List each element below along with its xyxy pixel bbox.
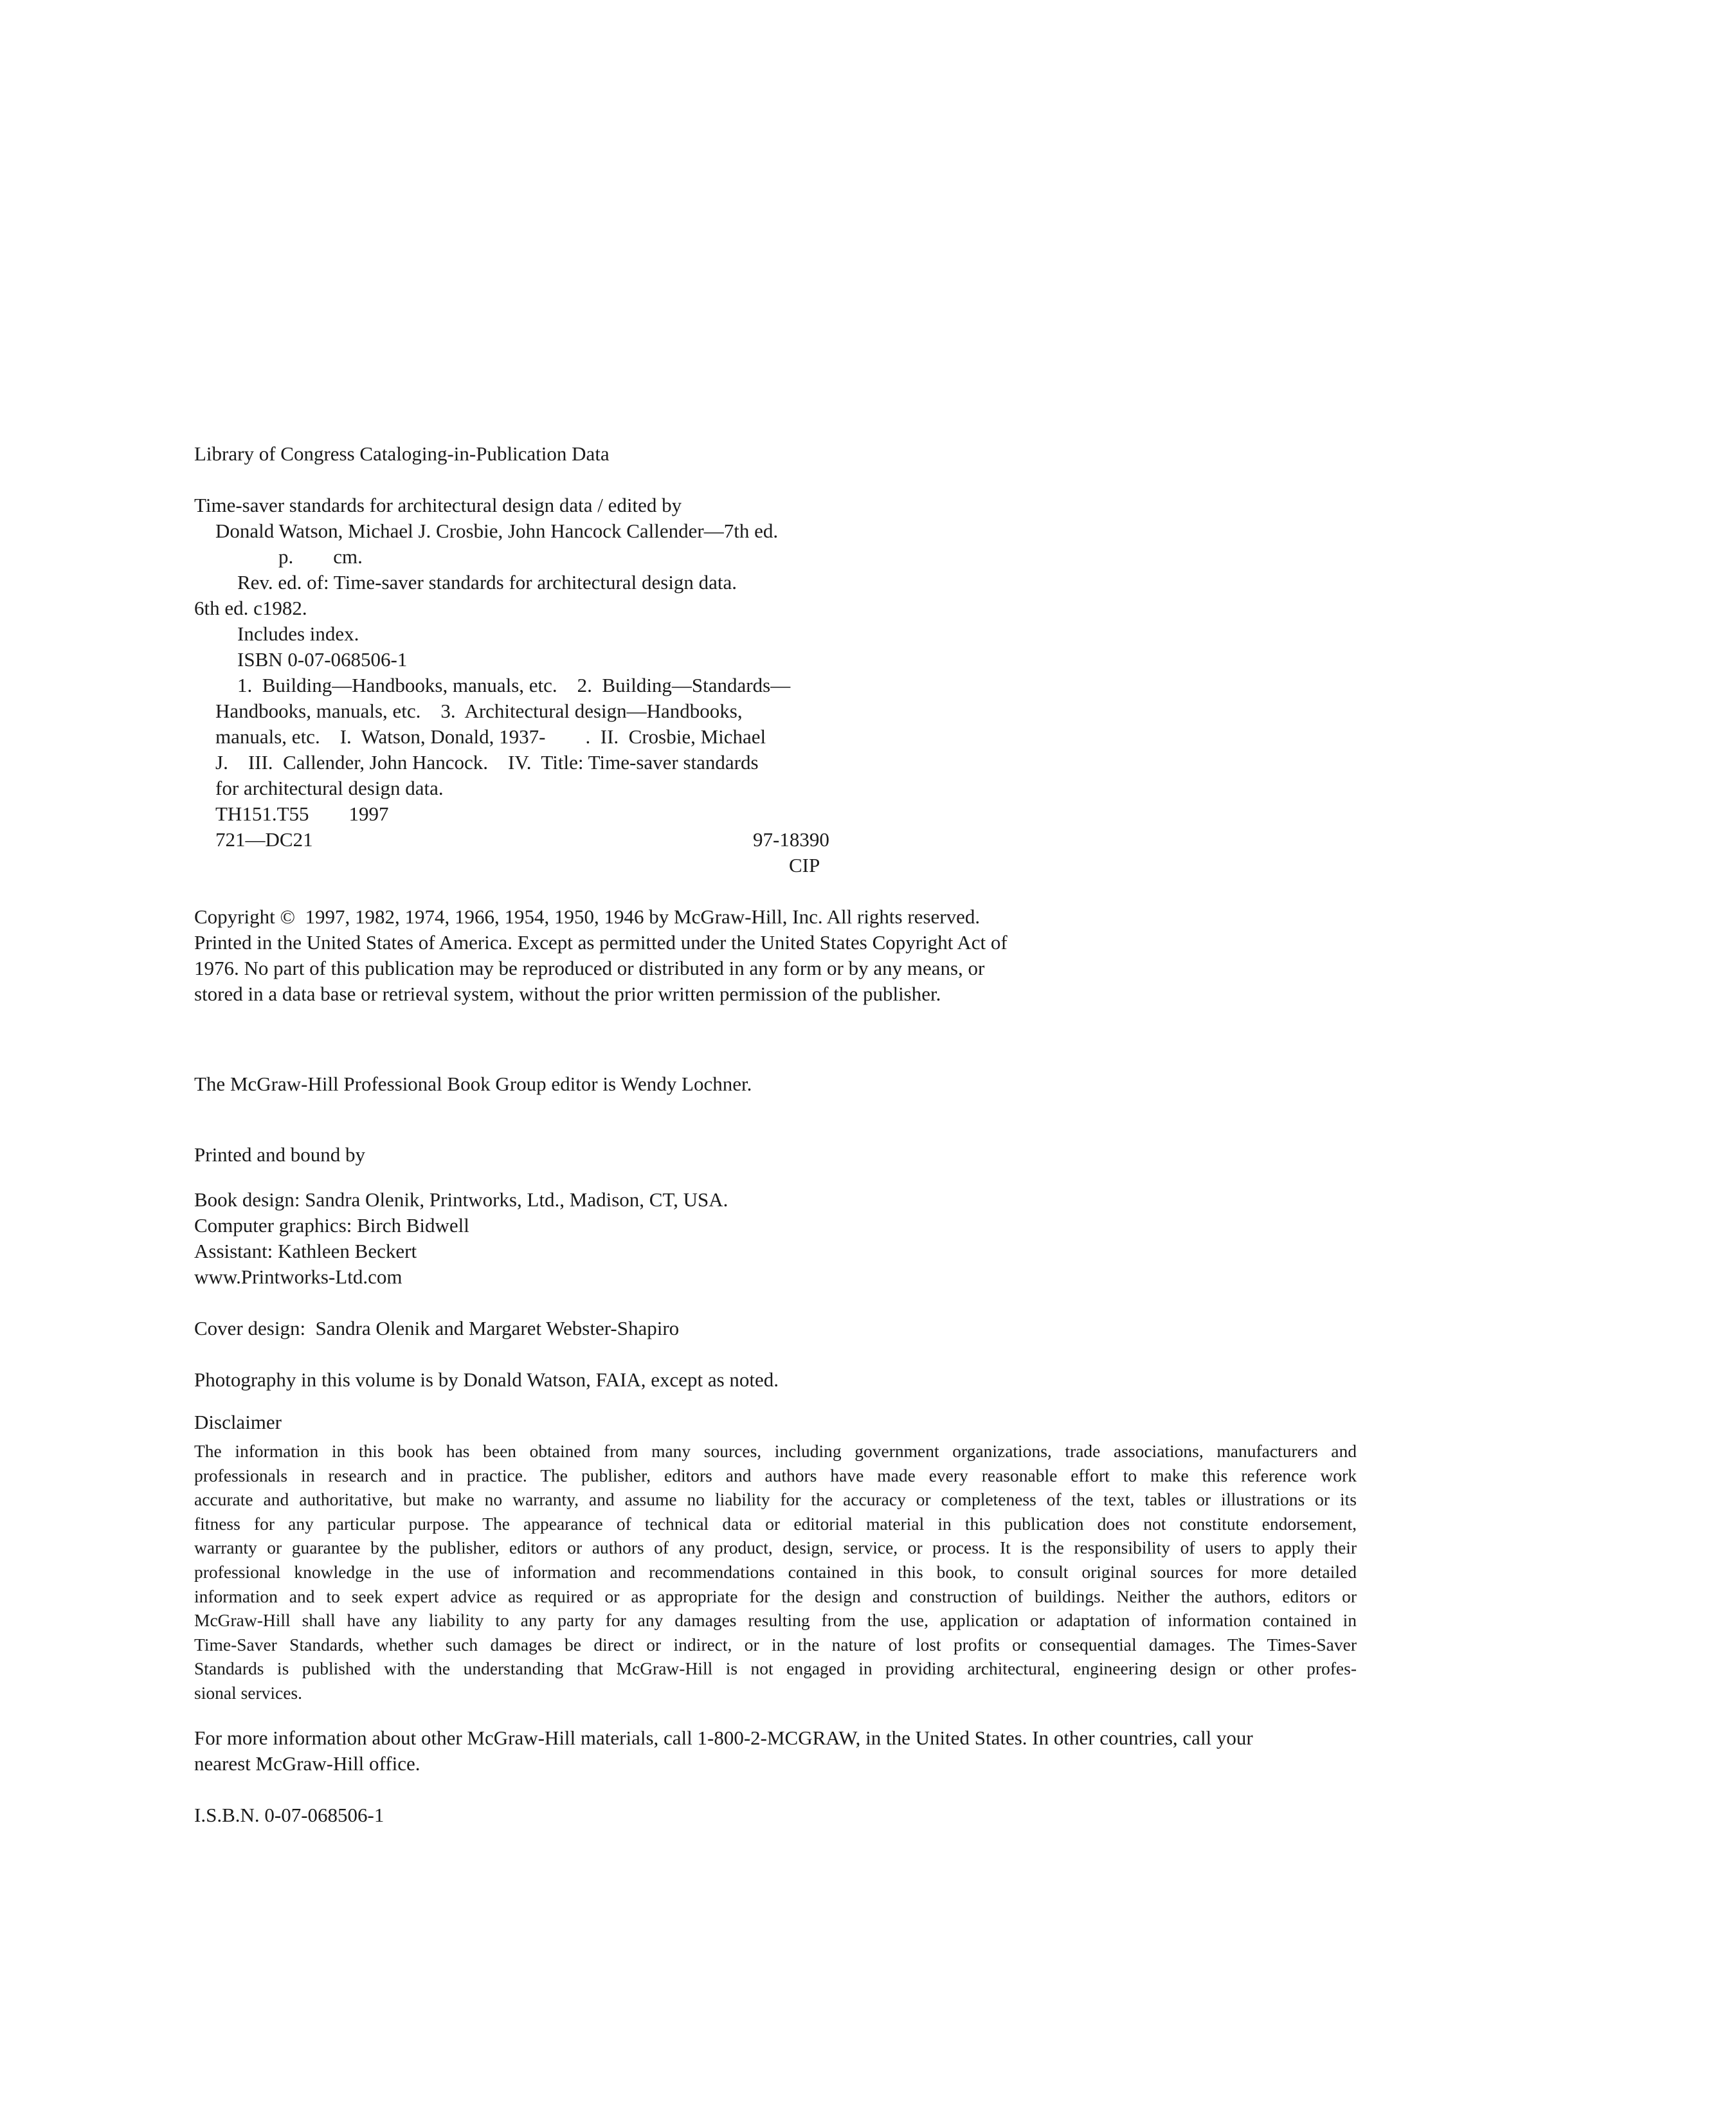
- cip-line: Donald Watson, Michael J. Crosbie, John Hancock Callender—7th ed.: [215, 520, 779, 542]
- cip-line: Includes index.: [237, 622, 359, 645]
- copyright-line: Printed in the United States of America. Except as permitted under the United States Copyright Act of: [194, 931, 1008, 954]
- credits-line: Computer graphics: Birch Bidwell: [194, 1214, 469, 1237]
- cip-line: for architectural design data.: [215, 777, 444, 799]
- disclaimer-line: warranty or guarantee by the publisher, editors or authors of any product, design, service, or process. It is the responsibility of users to apply their: [194, 1537, 1357, 1558]
- isbn-footer: I.S.B.N. 0-07-068506-1: [194, 1804, 384, 1826]
- disclaimer-line: accurate and authoritative, but make no warranty, and assume no liability for the accuracy or completeness of the text, tables or illustrations or its: [194, 1489, 1357, 1510]
- cip-lccn: 97-18390: [753, 828, 829, 851]
- copyright-line: 1976. No part of this publication may be reproduced or distributed in any form or by any means, or: [194, 957, 985, 979]
- disclaimer-heading: Disclaimer: [194, 1411, 282, 1433]
- disclaimer-line: information and to seek expert advice as required or as appropriate for the design and construction of buildings. Neither the authors, editors or: [194, 1586, 1357, 1606]
- more-info-line: nearest McGraw-Hill office.: [194, 1752, 420, 1775]
- copyright-line: Copyright © 1997, 1982, 1974, 1966, 1954, 1950, 1946 by McGraw-Hill, Inc. All rights reserved.: [194, 905, 981, 928]
- disclaimer-line: The information in this book has been obtained from many sources, including government organizations, trade associations, manufacturers and: [194, 1441, 1357, 1461]
- cip-line: Time-saver standards for architectural design data / edited by: [194, 494, 682, 516]
- disclaimer-body: [194, 1439, 1357, 1705]
- credits-line: Assistant: Kathleen Beckert: [194, 1240, 417, 1262]
- cip-class-number: 721—DC21: [215, 828, 313, 851]
- cover-design-line: Cover design: Sandra Olenik and Margaret Webster-Shapiro: [194, 1317, 680, 1339]
- cip-line: Rev. ed. of: Time-saver standards for architectural design data.: [237, 571, 737, 594]
- copyright-line: stored in a data base or retrieval system, without the prior written permission of the publisher.: [194, 983, 941, 1005]
- cip-label: CIP: [789, 854, 820, 876]
- cip-line: TH151.T55 1997: [215, 803, 389, 825]
- cip-line: 6th ed. c1982.: [194, 597, 307, 619]
- disclaimer-line: professionals in research and in practice. The publisher, editors and authors have made every reasonable effort to make this reference work: [194, 1465, 1357, 1485]
- disclaimer-line: fitness for any particular purpose. The appearance of technical data or editorial material in this publication does not constitute endorsement,: [194, 1513, 1357, 1534]
- disclaimer-line: Time-Saver Standards, whether such damages be direct or indirect, or in the nature of lost profits or consequential damages. The Times-Saver: [194, 1634, 1357, 1655]
- cip-line: Handbooks, manuals, etc. 3. Architectural design—Handbooks,: [215, 700, 743, 722]
- disclaimer-line: professional knowledge in the use of information and recommendations contained in this book, to consult original sources for more detailed: [194, 1561, 1357, 1582]
- credits-line: www.Printworks-Ltd.com: [194, 1265, 402, 1288]
- editor-line: The McGraw-Hill Professional Book Group editor is Wendy Lochner.: [194, 1073, 752, 1095]
- disclaimer-line: Standards is published with the understanding that McGraw-Hill is not engaged in providing architectural, engineering design or other profes-: [194, 1658, 1357, 1679]
- cip-line: manuals, etc. I. Watson, Donald, 1937- . II. Crosbie, Michael: [215, 725, 766, 748]
- cip-line: p. cm.: [278, 545, 363, 568]
- printed-bound-line: Printed and bound by: [194, 1143, 366, 1166]
- disclaimer-line: McGraw-Hill shall have any liability to any party for any damages resulting from the use, application or adaptation of information contained in: [194, 1610, 1357, 1631]
- more-info-line: For more information about other McGraw-Hill materials, call 1-800-2-MCGRAW, in the United States. In other countries, call your: [194, 1727, 1253, 1749]
- cip-line: 1. Building—Handbooks, manuals, etc. 2. Building—Standards—: [237, 674, 791, 696]
- cip-line: ISBN 0-07-068506-1: [237, 648, 408, 671]
- disclaimer-line: sional services.: [194, 1682, 303, 1703]
- photography-line: Photography in this volume is by Donald Watson, FAIA, except as noted.: [194, 1368, 779, 1391]
- credits-line: Book design: Sandra Olenik, Printworks, Ltd., Madison, CT, USA.: [194, 1188, 728, 1211]
- cip-heading: Library of Congress Cataloging-in-Publication Data: [194, 442, 610, 465]
- cip-line: J. III. Callender, John Hancock. IV. Title: Time-saver standards: [215, 751, 759, 774]
